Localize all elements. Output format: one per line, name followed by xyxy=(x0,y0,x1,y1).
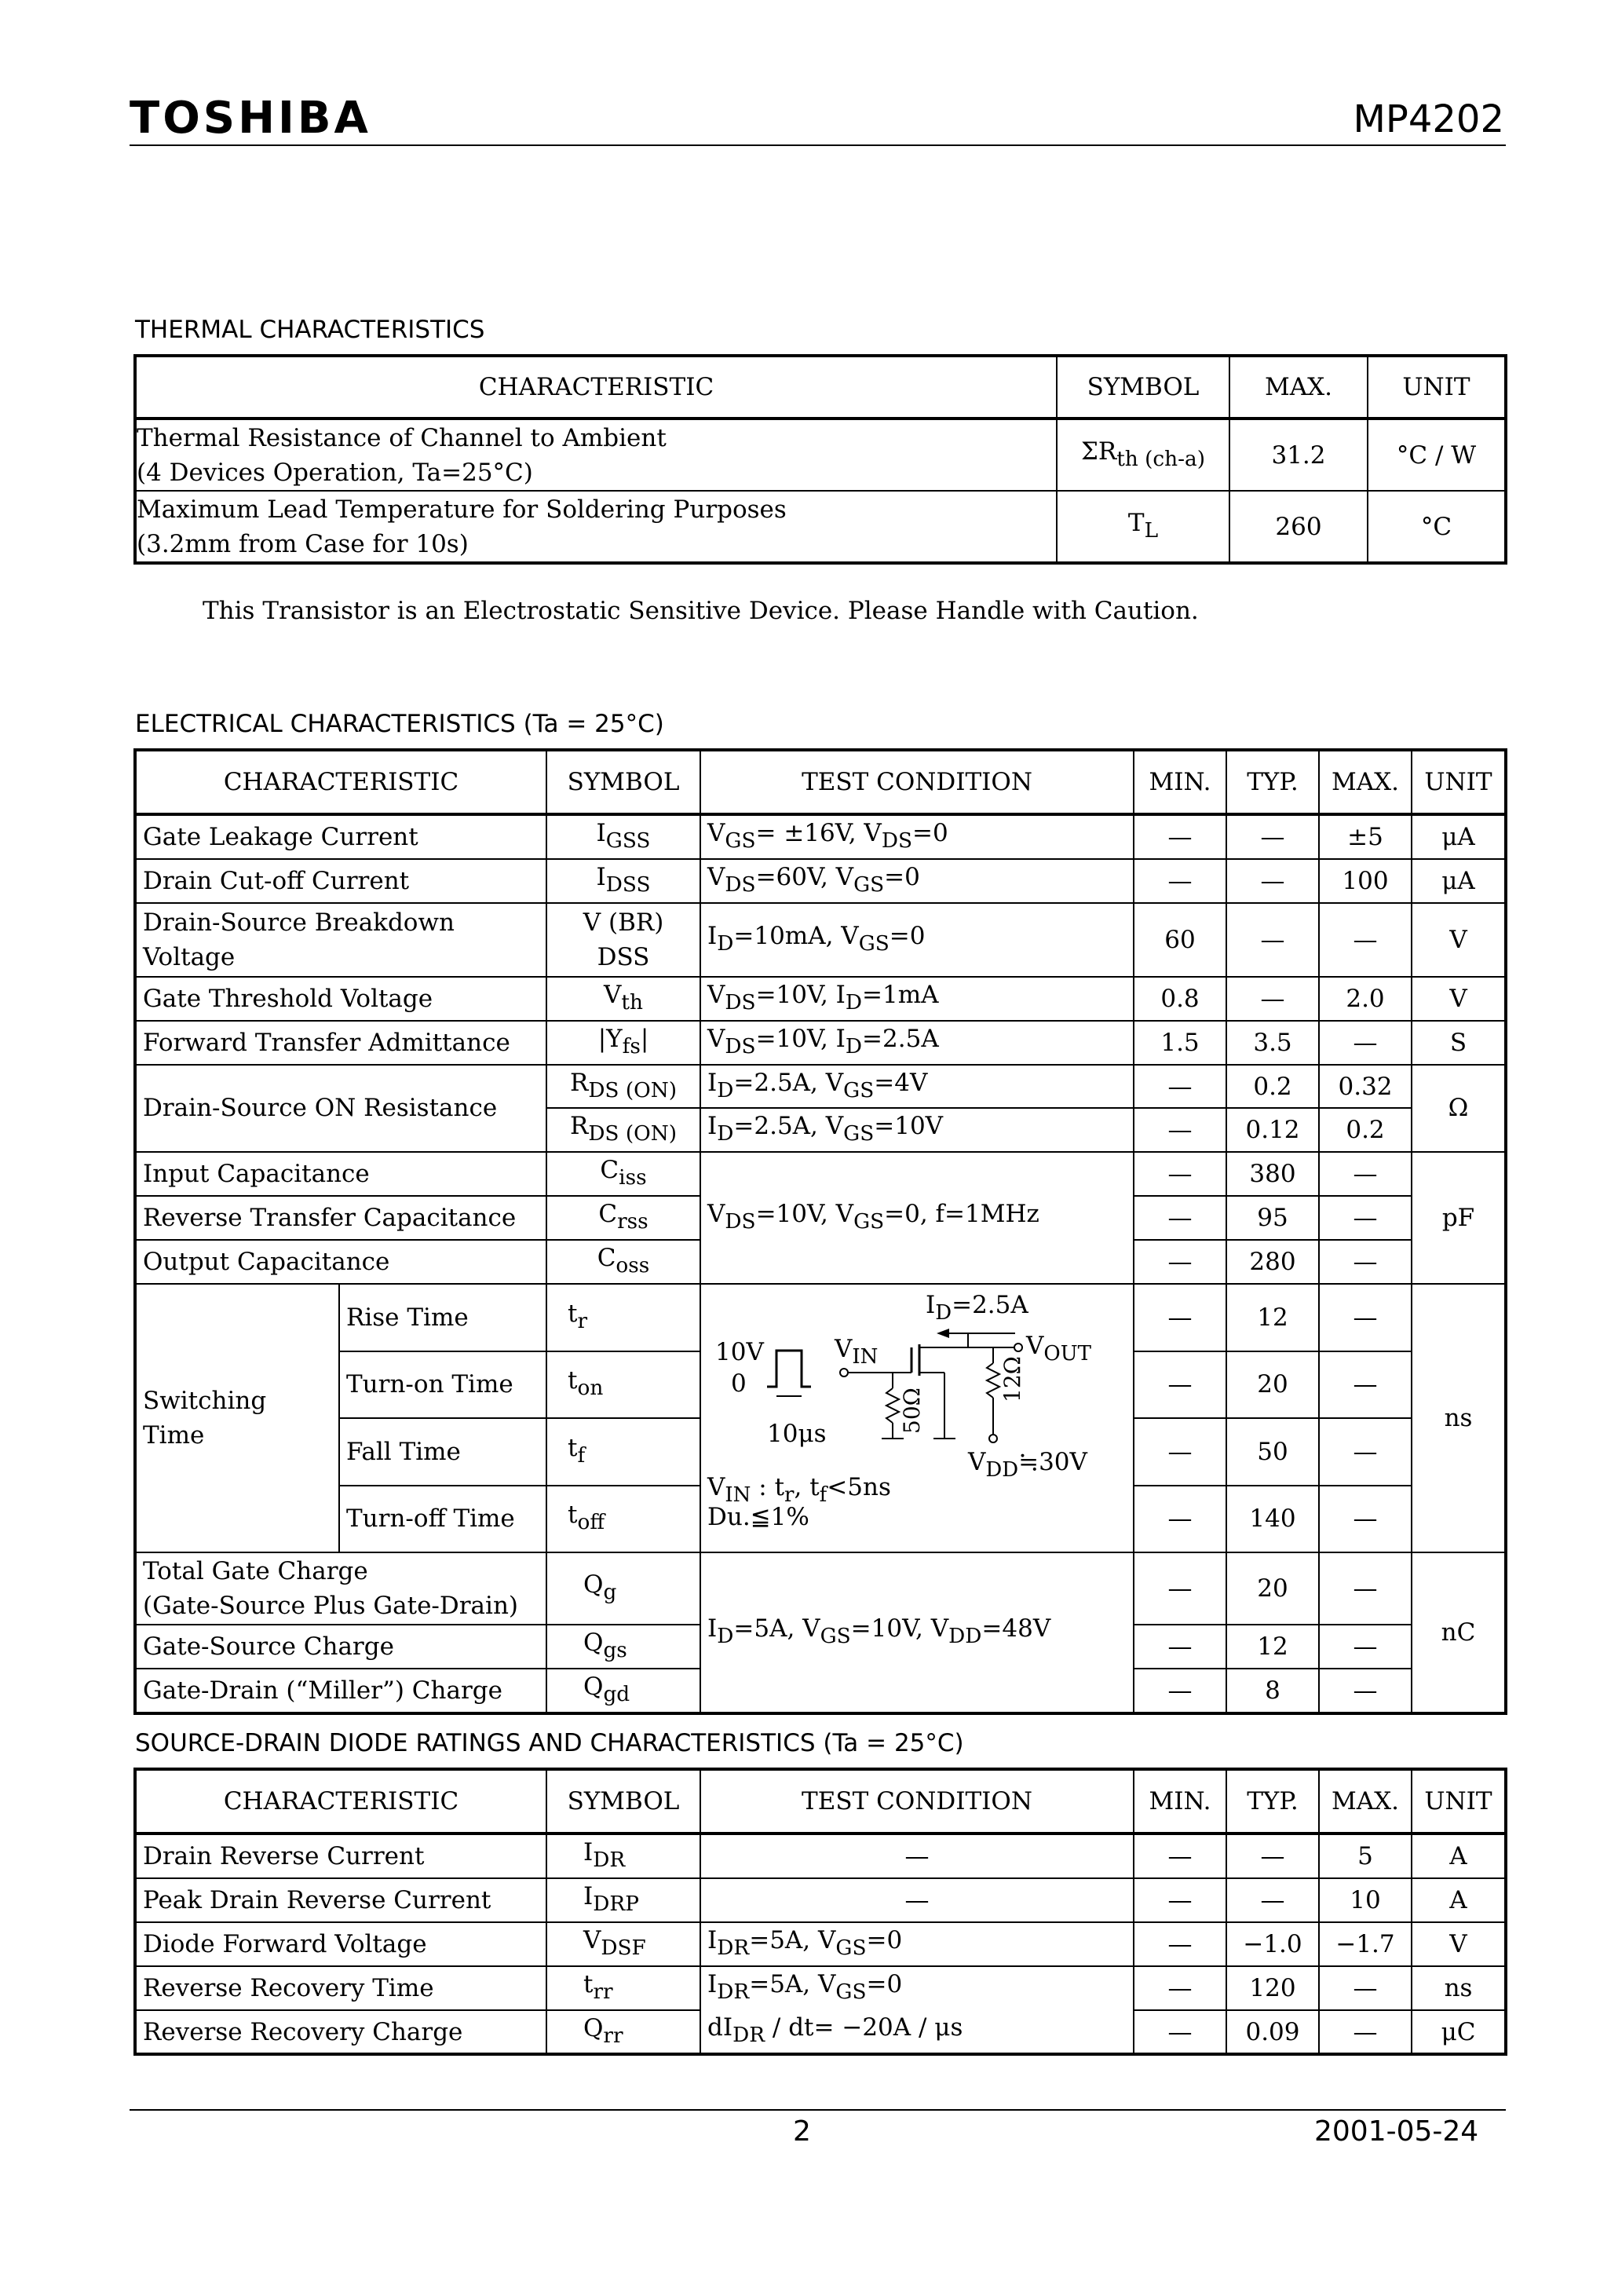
max-cell: — xyxy=(1319,1418,1412,1486)
typ-cell: 95 xyxy=(1226,1196,1319,1240)
typ-cell: 0.2 xyxy=(1226,1065,1319,1109)
sub-characteristic-cell: Turn-off Time xyxy=(339,1486,546,1553)
col-header: CHARACTERISTIC xyxy=(135,1769,546,1834)
symbol-cell: $\Sigma R_{th (ch-a)}$ xyxy=(1057,419,1229,491)
typ-cell: 3.5 xyxy=(1226,1021,1319,1065)
unit-cell: ns xyxy=(1412,1284,1506,1552)
table-row xyxy=(135,1284,1506,1351)
test-circuit-diagram xyxy=(701,1285,1134,1552)
unit-cell: A xyxy=(1412,1878,1506,1922)
unit-cell: S xyxy=(1412,1021,1506,1065)
characteristic-cell: Gate-Drain (“Miller”) Charge xyxy=(135,1669,546,1713)
condition-cell: $V_{GS}= \pm 16V$, $V_{DS}=0$ xyxy=(700,814,1134,859)
condition-cell: $V_{DS}=10V$, $V_{GS}=0$, f=1MHz xyxy=(700,1152,1134,1284)
symbol-cell: $t_{off}$ xyxy=(546,1486,700,1553)
resistor-icon xyxy=(987,1363,999,1398)
condition-cell: $V_{DS}=10V$, $I_D=2.5A$ xyxy=(700,1021,1134,1065)
max-cell: — xyxy=(1319,1966,1412,2010)
typ-cell: 12 xyxy=(1226,1284,1319,1351)
vin-label: $V_{IN}$ xyxy=(835,1335,879,1369)
typ-cell: 0.12 xyxy=(1226,1108,1319,1152)
min-cell: — xyxy=(1134,1625,1226,1669)
circuit-note-timing: $V_{IN}$ : $t_r$, $t_f<5ns$ xyxy=(707,1473,891,1508)
typ-cell: — xyxy=(1226,1878,1319,1922)
max-cell: — xyxy=(1319,1351,1412,1419)
min-cell: — xyxy=(1134,2010,1226,2055)
page-number: 2 xyxy=(793,2115,811,2148)
typ-cell: 8 xyxy=(1226,1669,1319,1713)
thermal-section-title: THERMAL CHARACTERISTICS xyxy=(135,316,485,344)
min-cell: — xyxy=(1134,1966,1226,2010)
symbol-cell: $t_r$ xyxy=(546,1284,700,1351)
electrical-section-title: ELECTRICAL CHARACTERISTICS (Ta = 25°C) xyxy=(135,710,664,738)
min-cell: — xyxy=(1134,1240,1226,1284)
table-row xyxy=(135,1834,1506,1878)
min-cell: — xyxy=(1134,1351,1226,1419)
typ-cell: 0.09 xyxy=(1226,2010,1319,2055)
table-row xyxy=(135,1152,1506,1196)
condition-cell: $I_D=2.5A$, $V_{GS}=4V$ xyxy=(700,1065,1134,1109)
min-cell: 0.8 xyxy=(1134,977,1226,1021)
table-row xyxy=(135,419,1506,491)
max-cell: — xyxy=(1319,1625,1412,1669)
characteristic-cell: Diode Forward Voltage xyxy=(135,1922,546,1966)
symbol-cell: $Q_{gs}$ xyxy=(546,1625,700,1669)
typ-cell: 140 xyxy=(1226,1486,1319,1553)
max-cell: — xyxy=(1319,903,1412,977)
condition-cell: $I_D=10mA$, $V_{GS}=0$ xyxy=(700,903,1134,977)
characteristic-cell: Switching Time xyxy=(135,1284,339,1552)
col-header: TYP. xyxy=(1226,750,1319,814)
table-row xyxy=(135,814,1506,859)
col-header: MAX. xyxy=(1229,356,1368,419)
characteristic-cell: Reverse Recovery Time xyxy=(135,1966,546,2010)
min-cell: — xyxy=(1134,1284,1226,1351)
max-cell: — xyxy=(1319,1021,1412,1065)
condition-cell: $V_{DS}=10V$, $I_D=1mA$ xyxy=(700,977,1134,1021)
symbol-cell: $T_L$ xyxy=(1057,491,1229,563)
max-cell: — xyxy=(1319,1152,1412,1196)
unit-cell: nC xyxy=(1412,1552,1506,1713)
load-resistor-label: 12Ω xyxy=(999,1356,1026,1403)
min-cell: — xyxy=(1134,1196,1226,1240)
table-row xyxy=(135,1922,1506,1966)
condition-cell: — xyxy=(700,1834,1134,1878)
sub-characteristic-cell: Turn-on Time xyxy=(339,1351,546,1419)
part-number: MP4202 xyxy=(1353,97,1504,141)
symbol-cell: V (BR) DSS xyxy=(546,903,700,977)
characteristic-cell: Output Capacitance xyxy=(135,1240,546,1284)
max-cell: — xyxy=(1319,1669,1412,1713)
min-cell: — xyxy=(1134,1669,1226,1713)
col-header: TEST CONDITION xyxy=(700,750,1134,814)
unit-cell: °C / W xyxy=(1368,419,1506,491)
characteristic-cell: Input Capacitance xyxy=(135,1152,546,1196)
typ-cell: 280 xyxy=(1226,1240,1319,1284)
characteristic-cell: Drain Cut-off Current xyxy=(135,859,546,903)
symbol-cell: $t_f$ xyxy=(546,1418,700,1486)
diode-section-title: SOURCE-DRAIN DIODE RATINGS AND CHARACTERISTICS (Ta = 25°C) xyxy=(135,1729,964,1757)
unit-cell: ns xyxy=(1412,1966,1506,2010)
characteristic-cell: Drain-Source Breakdown Voltage xyxy=(135,903,546,977)
min-cell: — xyxy=(1134,1152,1226,1196)
table-row xyxy=(135,1878,1506,1922)
unit-cell: μA xyxy=(1412,859,1506,903)
max-cell: — xyxy=(1319,1552,1412,1625)
symbol-cell: $t_{on}$ xyxy=(546,1351,700,1419)
resistor-icon xyxy=(886,1388,899,1423)
characteristic-cell: Drain-Source ON Resistance xyxy=(135,1065,546,1153)
electrical-table xyxy=(133,748,1507,1715)
max-cell: ±5 xyxy=(1319,814,1412,859)
symbol-cell: $I_{GSS}$ xyxy=(546,814,700,859)
thermal-table xyxy=(133,354,1507,565)
symbol-cell: $Q_{gd}$ xyxy=(546,1669,700,1713)
condition-cell: $V_{DS}=60V$, $V_{GS}=0$ xyxy=(700,859,1134,903)
table-row xyxy=(135,1966,1506,2010)
typ-cell: −1.0 xyxy=(1226,1922,1319,1966)
gate-resistor-label: 50Ω xyxy=(899,1387,926,1435)
pulse-high-label: 10V xyxy=(715,1338,764,1367)
max-cell: 31.2 xyxy=(1229,419,1368,491)
characteristic-cell: Total Gate Charge (Gate-Source Plus Gate-Drain) xyxy=(135,1552,546,1625)
max-cell: — xyxy=(1319,1486,1412,1553)
col-header: SYMBOL xyxy=(546,750,700,814)
typ-cell: 12 xyxy=(1226,1625,1319,1669)
col-header: UNIT xyxy=(1368,356,1506,419)
symbol-cell: $I_{DR}$ xyxy=(546,1834,700,1878)
symbol-cell: $t_{rr}$ xyxy=(546,1966,700,2010)
symbol-cell: $R_{DS (ON)}$ xyxy=(546,1065,700,1109)
min-cell: — xyxy=(1134,814,1226,859)
min-cell: — xyxy=(1134,1486,1226,1553)
col-header: TEST CONDITION xyxy=(700,1769,1134,1834)
col-header: SYMBOL xyxy=(546,1769,700,1834)
min-cell: — xyxy=(1134,1065,1226,1109)
symbol-cell: $C_{rss}$ xyxy=(546,1196,700,1240)
col-header: UNIT xyxy=(1412,1769,1506,1834)
characteristic-cell: Reverse Transfer Capacitance xyxy=(135,1196,546,1240)
characteristic-cell: Gate Leakage Current xyxy=(135,814,546,859)
typ-cell: 20 xyxy=(1226,1552,1319,1625)
col-header: TYP. xyxy=(1226,1769,1319,1834)
min-cell: — xyxy=(1134,1922,1226,1966)
footer-rule xyxy=(130,2109,1506,2111)
min-cell: 1.5 xyxy=(1134,1021,1226,1065)
min-cell: — xyxy=(1134,1108,1226,1152)
condition-cell: $I_D=2.5A$, $V_{GS}=10V$ xyxy=(700,1108,1134,1152)
col-header: MAX. xyxy=(1319,750,1412,814)
characteristic-cell: Thermal Resistance of Channel to Ambient (4 Devices Operation, Ta=25°C) xyxy=(135,419,1057,491)
vout-label: $V_{OUT}$ xyxy=(1026,1332,1091,1366)
pulse-width-label: 10μs xyxy=(767,1420,827,1449)
unit-cell: °C xyxy=(1368,491,1506,563)
unit-cell: A xyxy=(1412,1834,1506,1878)
max-cell: 10 xyxy=(1319,1878,1412,1922)
typ-cell: — xyxy=(1226,814,1319,859)
sub-characteristic-cell: Rise Time xyxy=(339,1284,546,1351)
brand-logo: TOSHIBA xyxy=(130,93,371,144)
symbol-cell: $V_{th}$ xyxy=(546,977,700,1021)
symbol-cell: $C_{oss}$ xyxy=(546,1240,700,1284)
typ-cell: — xyxy=(1226,1834,1319,1878)
max-cell: 0.32 xyxy=(1319,1065,1412,1109)
max-cell: — xyxy=(1319,2010,1412,2055)
symbol-cell: $|Y_{fs}|$ xyxy=(546,1021,700,1065)
sub-characteristic-cell: Fall Time xyxy=(339,1418,546,1486)
typ-cell: 380 xyxy=(1226,1152,1319,1196)
table-row xyxy=(135,1552,1506,1625)
min-cell: — xyxy=(1134,1552,1226,1625)
max-cell: 100 xyxy=(1319,859,1412,903)
unit-cell: V xyxy=(1412,977,1506,1021)
characteristic-cell: Drain Reverse Current xyxy=(135,1834,546,1878)
characteristic-cell: Reverse Recovery Charge xyxy=(135,2010,546,2055)
typ-cell: 20 xyxy=(1226,1351,1319,1419)
symbol-cell: $I_{DRP}$ xyxy=(546,1878,700,1922)
pulse-waveform xyxy=(767,1351,811,1387)
diode-table xyxy=(133,1768,1507,2056)
max-cell: — xyxy=(1319,1240,1412,1284)
typ-cell: — xyxy=(1226,977,1319,1021)
condition-cell: $I_D=5A$, $V_{GS}=10V$, $V_{DD}=48V$ xyxy=(700,1552,1134,1713)
typ-cell: — xyxy=(1226,859,1319,903)
col-header: UNIT xyxy=(1412,750,1506,814)
esd-caution-note: This Transistor is an Electrostatic Sensitive Device. Please Handle with Caution. xyxy=(203,597,1199,625)
characteristic-cell: Peak Drain Reverse Current xyxy=(135,1878,546,1922)
pulse-low-label: 0 xyxy=(731,1369,747,1398)
max-cell: 260 xyxy=(1229,491,1368,563)
vdd-label: $V_{DD}≒30V$ xyxy=(968,1448,1087,1483)
header-rule xyxy=(130,144,1506,146)
condition-cell: $I_{DR}=5A$, $V_{GS}=0$ xyxy=(700,1922,1134,1966)
max-cell: 2.0 xyxy=(1319,977,1412,1021)
symbol-cell: $Q_{rr}$ xyxy=(546,2010,700,2055)
condition-cell: $I_{DR}=5A$, $V_{GS}=0$ xyxy=(700,1966,1134,2010)
circuit-id-label: $I_D=2.5A$ xyxy=(926,1291,1028,1325)
max-cell: — xyxy=(1319,1196,1412,1240)
col-header: MAX. xyxy=(1319,1769,1412,1834)
symbol-cell: $I_{DSS}$ xyxy=(546,859,700,903)
circuit-note-duty: Du.≦1% xyxy=(707,1503,809,1532)
min-cell: — xyxy=(1134,1834,1226,1878)
min-cell: — xyxy=(1134,859,1226,903)
table-row xyxy=(135,977,1506,1021)
characteristic-cell: Gate-Source Charge xyxy=(135,1625,546,1669)
unit-cell: pF xyxy=(1412,1152,1506,1284)
symbol-cell: $R_{DS (ON)}$ xyxy=(546,1108,700,1152)
max-cell: 5 xyxy=(1319,1834,1412,1878)
typ-cell: 120 xyxy=(1226,1966,1319,2010)
table-row xyxy=(135,1021,1506,1065)
table-row xyxy=(135,2010,1506,2055)
col-header: SYMBOL xyxy=(1057,356,1229,419)
symbol-cell: $V_{DSF}$ xyxy=(546,1922,700,1966)
characteristic-cell: Maximum Lead Temperature for Soldering Purposes (3.2mm from Case for 10s) xyxy=(135,491,1057,563)
table-row xyxy=(135,903,1506,977)
col-header: MIN. xyxy=(1134,750,1226,814)
col-header: CHARACTERISTIC xyxy=(135,750,546,814)
min-cell: — xyxy=(1134,1878,1226,1922)
characteristic-cell: Gate Threshold Voltage xyxy=(135,977,546,1021)
typ-cell: 50 xyxy=(1226,1418,1319,1486)
table-row xyxy=(135,491,1506,563)
max-cell: −1.7 xyxy=(1319,1922,1412,1966)
max-cell: — xyxy=(1319,1284,1412,1351)
switching-test-circuit xyxy=(700,1284,1134,1552)
max-cell: 0.2 xyxy=(1319,1108,1412,1152)
unit-cell: V xyxy=(1412,903,1506,977)
table-row xyxy=(135,859,1506,903)
condition-cell: — xyxy=(700,1878,1134,1922)
min-cell: — xyxy=(1134,1418,1226,1486)
col-header: CHARACTERISTIC xyxy=(135,356,1057,419)
unit-cell: μC xyxy=(1412,2010,1506,2055)
condition-cell: $dI_{DR} / dt= -20A / \mu s$ xyxy=(700,2010,1134,2055)
symbol-cell: $C_{iss}$ xyxy=(546,1152,700,1196)
symbol-cell: $Q_g$ xyxy=(546,1552,700,1625)
current-arrow-icon xyxy=(937,1329,949,1338)
table-row xyxy=(135,1065,1506,1109)
min-cell: 60 xyxy=(1134,903,1226,977)
unit-cell: V xyxy=(1412,1922,1506,1966)
document-date: 2001-05-24 xyxy=(1314,2115,1479,2148)
unit-cell: μA xyxy=(1412,814,1506,859)
characteristic-cell: Forward Transfer Admittance xyxy=(135,1021,546,1065)
unit-cell: Ω xyxy=(1412,1065,1506,1153)
typ-cell: — xyxy=(1226,903,1319,977)
col-header: MIN. xyxy=(1134,1769,1226,1834)
